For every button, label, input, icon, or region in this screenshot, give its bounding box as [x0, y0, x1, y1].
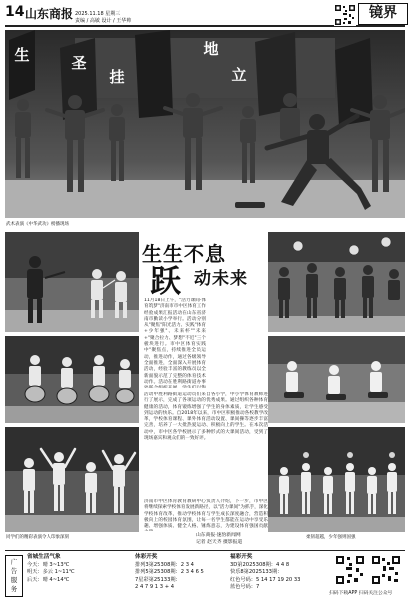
page-number: 14: [5, 4, 25, 20]
weather-box: [27, 554, 75, 584]
weather-tomorrow: 明天：多云 1~11℃: [27, 569, 75, 576]
weather-title: 省城生活气象: [27, 554, 61, 560]
section-name: 镜界: [358, 3, 408, 25]
lottery-line: 排列5第25308期：2 3 4 6 5: [135, 569, 204, 576]
main-photo-caption: 武术表演《中华武功》榜播现场: [6, 222, 69, 227]
issue-date: 2025.11.18 星期三: [75, 11, 121, 17]
volleyball-photo: [268, 232, 405, 332]
article-column-2: 活动中胜利路街道运动员们来自各小学，中小学体育教师进行了展示，完成了各项运动的优秀成果。通过组织各种体育健康的活动，体育锻炼增强了学生的身体素质，让学生感受到运动的快乐。自2018年以来，市中区积极推动各校教学改革，学校体育课程、课外体育活动设置、课间操等逐步丰富完善，培养了一大批热爱运动、积极向上的学生。在本次活动中，市中区各学校展示了多种形式的大课间活动，受到了现场嘉宾和观众们的一致好评。: [144, 392, 268, 442]
footer: [5, 550, 405, 599]
paper-name: 山东商报: [25, 7, 74, 21]
ad-badge: 广 告 服 务: [5, 555, 23, 597]
lottery-line: 排列3第25308期：2 3 4: [135, 561, 194, 568]
banner-char: 圣: [71, 54, 87, 72]
article-column-1: 11月18日上午，"活力课间·体育筑梦"济南市市中区体育工作经验成果汇报活动在山东省济南市勤读小学举行。活动分别从"聚焦"阳光活力、实践"体育+少年强"、未来杯""未来+"聚合拉力、梦想"不近"三个板块进行。市中区体育实践中"聚焦点，持续推进全员运动，推进动作，通过各级领导全面推进，全面深入开展体育活动，经验丰富的教练员以全新面貌示范了完整的体育技术动作。活动在胜利路街道办事: [144, 298, 206, 385]
drum-performance-photo: [5, 336, 139, 423]
left-collage-caption: 同学们的精彩表演令人印象深刻: [6, 535, 69, 540]
lottery-line: 3D第2025308期：4 4 8: [230, 561, 290, 568]
fencing-photo: [5, 232, 139, 332]
weather-today: 今天：晴 3~13℃: [27, 561, 70, 568]
right-collage-caption: 柔韧超越，少年强则国强: [306, 535, 356, 540]
banner-char: 立: [231, 66, 247, 84]
byline-reporter: 记者 赵天齐 摄影报道: [196, 540, 243, 545]
main-photo: [5, 30, 405, 218]
masthead: [5, 3, 405, 27]
weather-day-after: 后天：晴 4~14℃: [27, 576, 70, 583]
lottery-line: 红色号码：5 14 17 19 20 33: [230, 576, 301, 583]
headline-big-char: 跃: [150, 264, 181, 300]
wechat-follow-qr-icon[interactable]: [371, 555, 401, 585]
lottery-line: 蓝色号码：7: [230, 584, 260, 591]
qr-code-icon[interactable]: [334, 4, 356, 26]
welfare-lottery-box: [230, 554, 301, 592]
sports-lottery-box: [135, 554, 204, 592]
app-download-qr-icon[interactable]: [335, 555, 365, 585]
editor-credits: 责编 / 高敏 设计 / 王华帅: [75, 18, 132, 24]
lottery-line: 2 4 7 9 1 3 + 4: [135, 584, 174, 591]
lottery-line: 7星彩第25133期：: [135, 576, 181, 583]
jump-rope-photo: [268, 336, 405, 423]
lottery-line: 快乐8第2025133期：: [230, 569, 283, 576]
headline-line-1: 生生不息: [142, 242, 226, 266]
dance-photo: [5, 427, 139, 532]
banner-char: 生: [14, 46, 30, 64]
cheer-performance-photo: [268, 427, 405, 532]
sports-lottery-title: 体彩开奖: [135, 554, 158, 560]
article-column-3: 济南市中区体育教育教研中心负责人介绍，下一步，市中区将继续探索学校体育发展新路径，以"活力课间"为抓手，深化学校体育改革，推动学校体育与学生成长深度融合，营造积极向上的校园体育氛围，让每一名学生都能在运动中享受乐趣、增强体质、健全人格、锤炼意志，为建设体育强国贡献: [144, 499, 268, 530]
qr-label: 扫码下载APP 扫码关注公众号: [329, 591, 393, 596]
banner-char: 地: [203, 40, 219, 58]
headline-line-2: 动未来: [194, 269, 248, 289]
byline-outlet: 山东商报·速豹新闻网: [196, 533, 241, 538]
banner-char: 挂: [109, 68, 125, 86]
welfare-lottery-title: 福彩开奖: [230, 554, 253, 560]
